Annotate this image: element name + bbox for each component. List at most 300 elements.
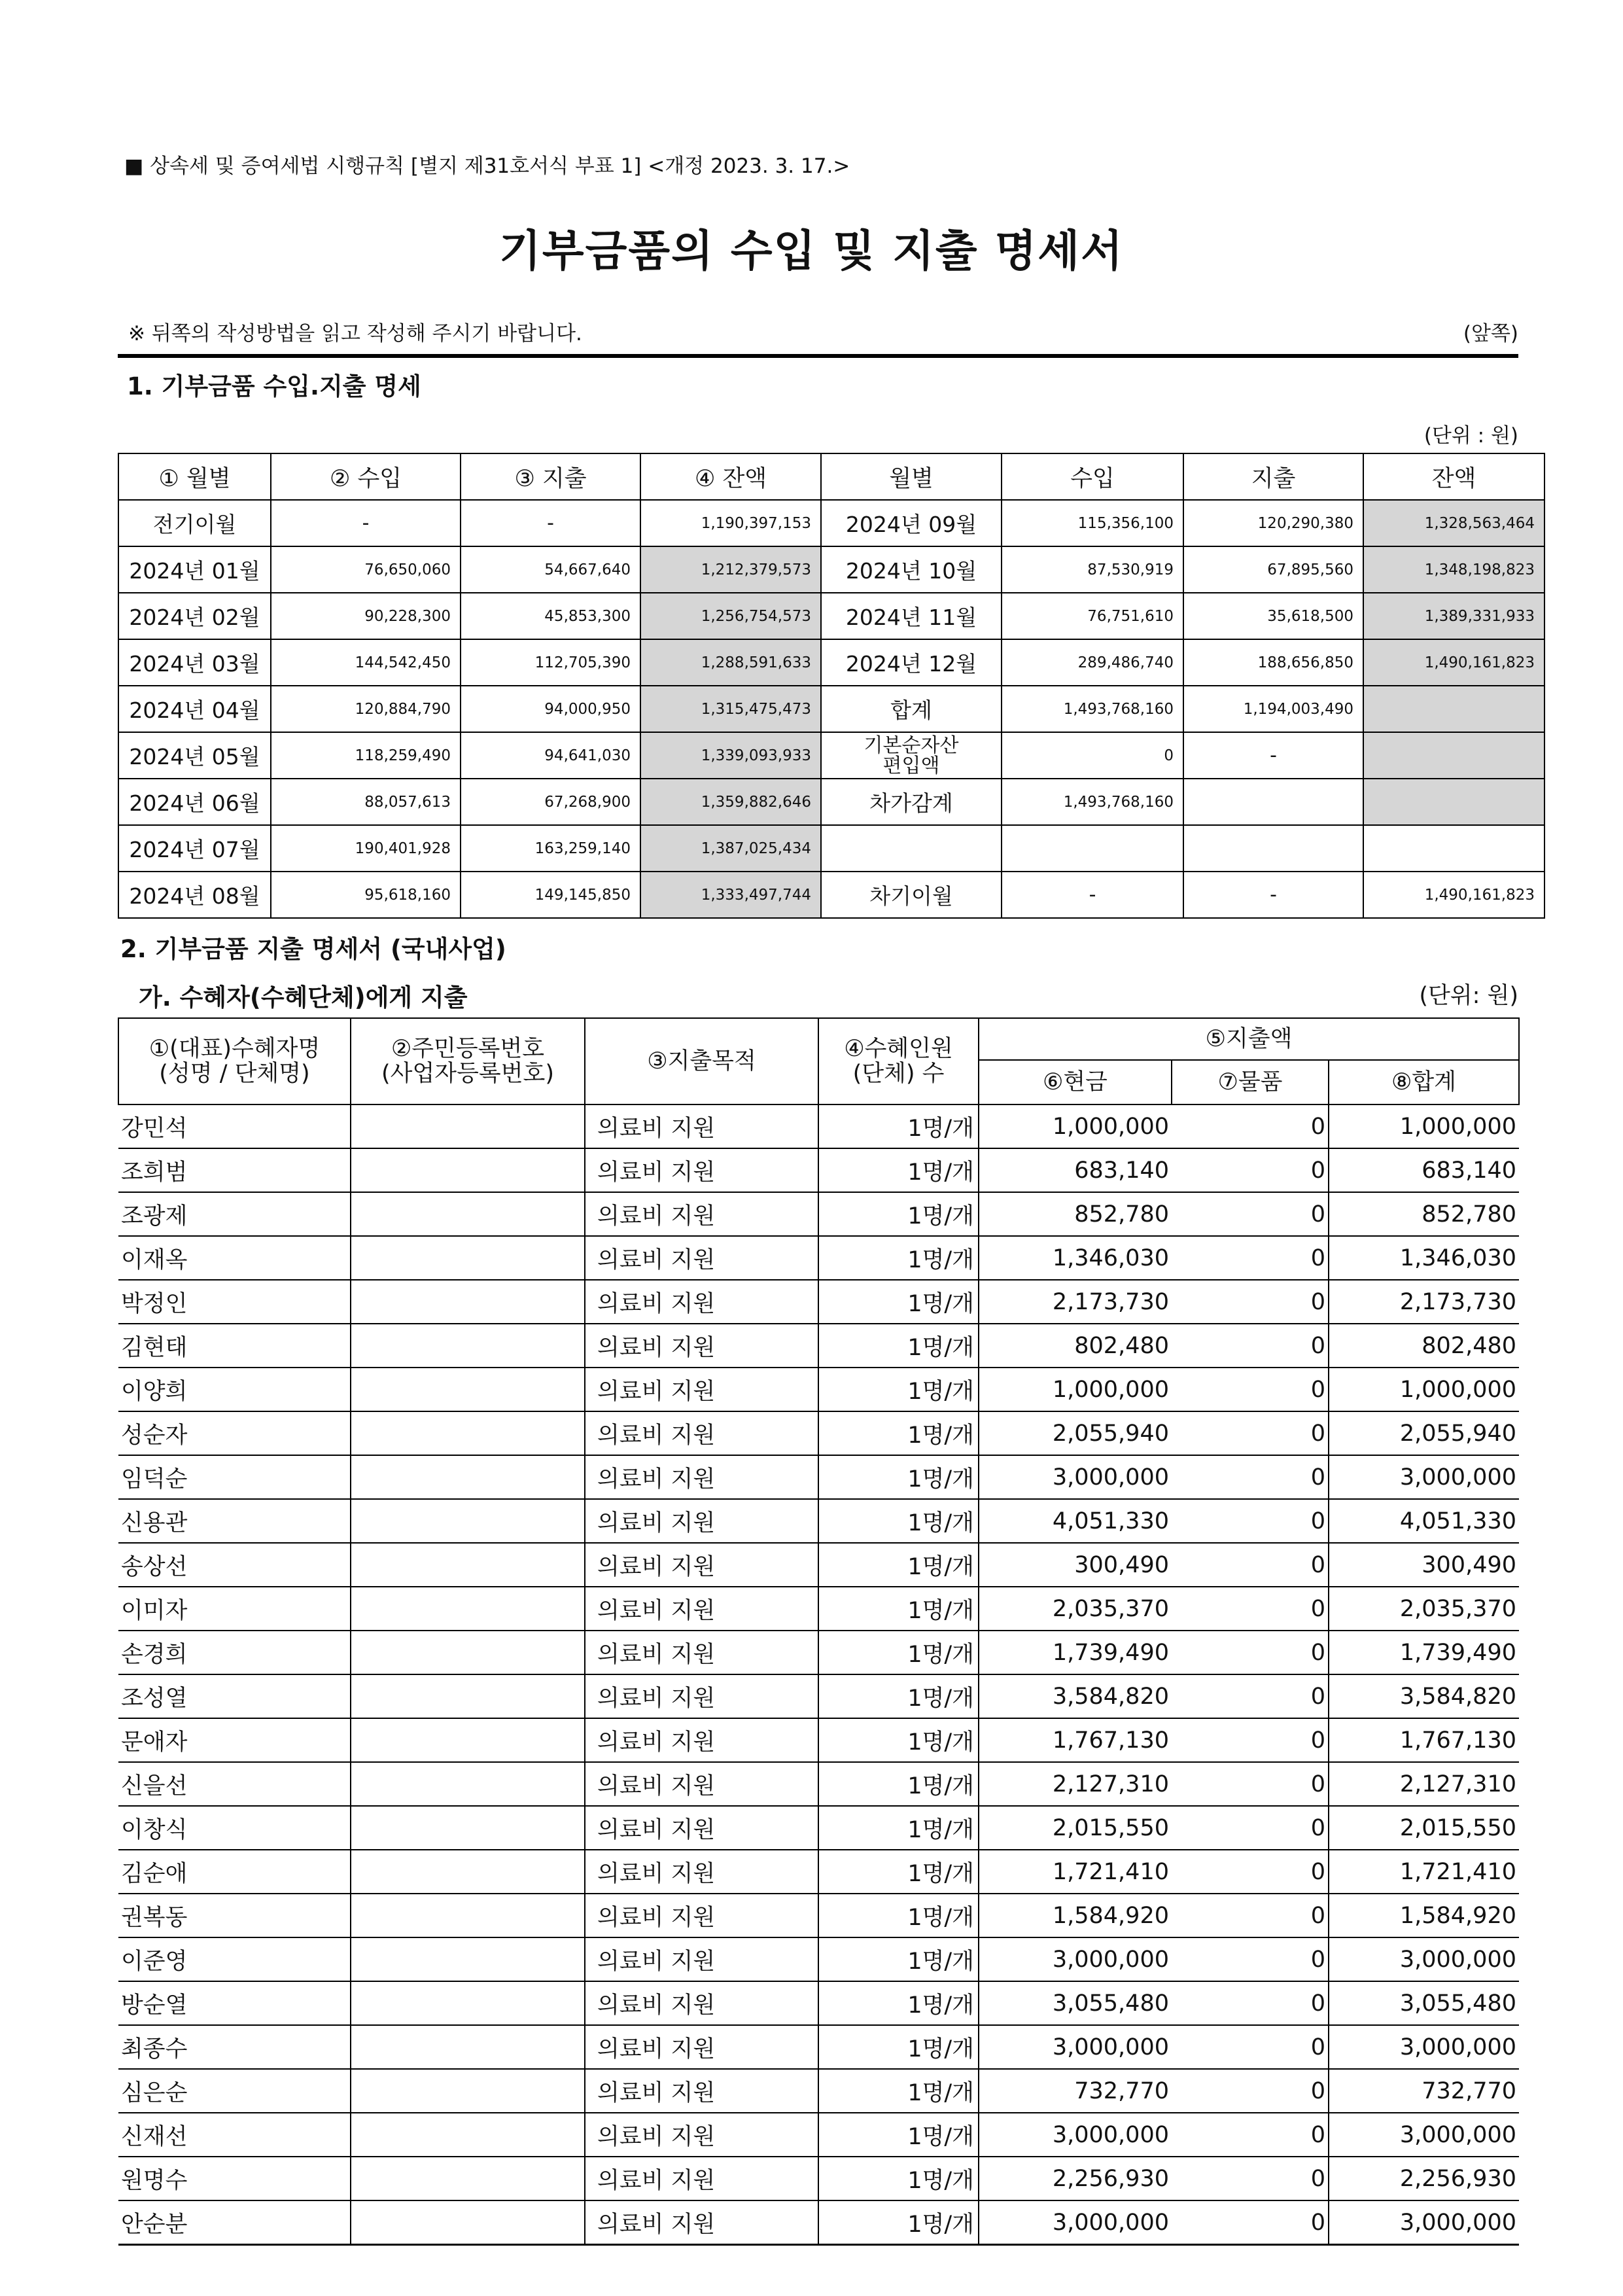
income-cell: 144,542,450 [271, 639, 461, 686]
cash-amount-cell: 3,000,000 [979, 2113, 1172, 2157]
total-amount-cell: 732,770 [1329, 2069, 1519, 2113]
cash-amount-cell: 2,055,940 [979, 1411, 1172, 1455]
goods-amount-cell: 0 [1172, 1192, 1329, 1236]
registration-number-cell [351, 1324, 585, 1368]
beneficiary-name-cell: 이창식 [118, 1806, 351, 1850]
page-side-label: (앞쪽) [1463, 322, 1518, 345]
beneficiary-name-cell: 강민석 [118, 1104, 351, 1148]
col-total: ⑧합계 [1329, 1060, 1519, 1104]
table-row [118, 1411, 1519, 1455]
total-amount-cell: 2,035,370 [1329, 1587, 1519, 1631]
goods-amount-cell: 0 [1172, 2200, 1329, 2245]
col-registration-number-line2: (사업자등록번호) [381, 1061, 554, 1087]
table-row [118, 1455, 1519, 1499]
beneficiary-name-cell: 문애자 [118, 1718, 351, 1762]
beneficiary-count-cell: 1명/개 [818, 1499, 979, 1543]
beneficiary-name-cell: 손경희 [118, 1631, 351, 1674]
beneficiary-name-cell: 이재옥 [118, 1236, 351, 1280]
col-beneficiary-count-line1: ④수혜인원 [844, 1036, 953, 1062]
month-cell [821, 825, 1002, 872]
total-amount-cell: 3,000,000 [1329, 2200, 1519, 2245]
cash-amount-cell: 1,767,130 [979, 1718, 1172, 1762]
table-row [118, 2025, 1519, 2069]
table-row [118, 1937, 1519, 1981]
income-cell: 289,486,740 [1002, 639, 1183, 686]
beneficiary-count-cell: 1명/개 [818, 2069, 979, 2113]
month-cell: 2024년 08월 [118, 872, 271, 918]
beneficiary-count-cell: 1명/개 [818, 2113, 979, 2157]
registration-number-cell [351, 1762, 585, 1806]
registration-number-cell [351, 1148, 585, 1192]
purpose-cell: 의료비 지원 [585, 1587, 818, 1631]
table-row [118, 1104, 1519, 1148]
registration-number-cell [351, 1368, 585, 1411]
beneficiary-rows [118, 1104, 1519, 2245]
goods-amount-cell: 0 [1172, 2157, 1329, 2200]
month-cell: 2024년 03월 [118, 639, 271, 686]
table-row [118, 1499, 1519, 1543]
balance-cell: 1,328,563,464 [1363, 500, 1544, 546]
beneficiary-count-cell: 1명/개 [818, 2157, 979, 2200]
table-row [118, 1762, 1519, 1806]
col-beneficiary-name-line1: ①(대표)수혜자명 [148, 1036, 321, 1062]
purpose-cell: 의료비 지원 [585, 1499, 818, 1543]
month-cell: 2024년 09월 [821, 500, 1002, 546]
col-beneficiary-name [118, 1018, 351, 1104]
beneficiary-name-cell: 원명수 [118, 2157, 351, 2200]
registration-number-cell [351, 1937, 585, 1981]
cash-amount-cell: 852,780 [979, 1192, 1172, 1236]
expense-cell: 188,656,850 [1183, 639, 1363, 686]
table-row [118, 1718, 1519, 1762]
total-amount-cell: 683,140 [1329, 1148, 1519, 1192]
beneficiary-count-cell: 1명/개 [818, 1762, 979, 1806]
goods-amount-cell: 0 [1172, 1368, 1329, 1411]
balance-cell: 1,288,591,633 [640, 639, 821, 686]
registration-number-cell [351, 1411, 585, 1455]
expense-cell: 120,290,380 [1183, 500, 1363, 546]
balance-cell: 1,333,497,744 [640, 872, 821, 918]
col-expense-2: 지출 [1183, 453, 1363, 500]
purpose-cell: 의료비 지원 [585, 2025, 818, 2069]
total-amount-cell: 300,490 [1329, 1543, 1519, 1587]
expense-cell: 45,853,300 [461, 593, 640, 639]
total-label-cell: 합계 [821, 686, 1002, 732]
income-cell: 1,493,768,160 [1002, 686, 1183, 732]
goods-amount-cell: 0 [1172, 1411, 1329, 1455]
table-row [118, 732, 1544, 779]
table-row [118, 1543, 1519, 1587]
instruction-note: ※ 뒤쪽의 작성방법을 읽고 작성해 주시기 바랍니다. [128, 322, 582, 345]
cash-amount-cell: 3,000,000 [979, 1937, 1172, 1981]
registration-number-cell [351, 1981, 585, 2025]
cash-amount-cell: 3,055,480 [979, 1981, 1172, 2025]
expense-cell: - [1183, 732, 1363, 779]
registration-number-cell [351, 1236, 585, 1280]
net-asset-label-line1: 기본순자산 [864, 733, 959, 757]
balance-cell: 1,359,882,646 [640, 779, 821, 825]
beneficiary-name-cell: 성순자 [118, 1411, 351, 1455]
goods-amount-cell: 0 [1172, 1981, 1329, 2025]
purpose-cell: 의료비 지원 [585, 2157, 818, 2200]
cash-amount-cell: 3,584,820 [979, 1674, 1172, 1718]
table-row [118, 779, 1544, 825]
total-amount-cell: 1,000,000 [1329, 1368, 1519, 1411]
income-cell: 115,356,100 [1002, 500, 1183, 546]
income-expense-table [118, 453, 1545, 919]
table-row [118, 1280, 1519, 1324]
total-amount-cell: 3,000,000 [1329, 2113, 1519, 2157]
col-beneficiary-count [818, 1018, 979, 1104]
table-row [118, 1368, 1519, 1411]
registration-number-cell [351, 2200, 585, 2245]
beneficiary-count-cell: 1명/개 [818, 1674, 979, 1718]
income-cell: 88,057,613 [271, 779, 461, 825]
cash-amount-cell: 3,000,000 [979, 1455, 1172, 1499]
section2-subheading: 가. 수혜자(수혜단체)에게 지출 [139, 983, 468, 1012]
cash-amount-cell: 802,480 [979, 1324, 1172, 1368]
cash-amount-cell: 732,770 [979, 2069, 1172, 2113]
purpose-cell: 의료비 지원 [585, 1937, 818, 1981]
beneficiary-name-cell: 이양희 [118, 1368, 351, 1411]
beneficiary-count-cell: 1명/개 [818, 1806, 979, 1850]
purpose-cell: 의료비 지원 [585, 1850, 818, 1894]
income-expense-header [118, 453, 1544, 500]
expense-cell [1183, 825, 1363, 872]
registration-number-cell [351, 1104, 585, 1148]
total-amount-cell: 3,000,000 [1329, 2025, 1519, 2069]
beneficiary-count-cell: 1명/개 [818, 1104, 979, 1148]
total-amount-cell: 802,480 [1329, 1324, 1519, 1368]
beneficiary-name-cell: 임덕순 [118, 1455, 351, 1499]
beneficiary-count-cell: 1명/개 [818, 1236, 979, 1280]
beneficiary-count-cell: 1명/개 [818, 1324, 979, 1368]
net-asset-label-line2: 편입액 [882, 754, 940, 777]
goods-amount-cell: 0 [1172, 1499, 1329, 1543]
col-income-2: 수입 [1002, 453, 1183, 500]
expense-cell: 112,705,390 [461, 639, 640, 686]
col-expense-amount: ⑤지출액 [979, 1018, 1519, 1060]
expense-cell: 35,618,500 [1183, 593, 1363, 639]
month-cell: 2024년 10월 [821, 546, 1002, 593]
balance-cell: 1,212,379,573 [640, 546, 821, 593]
expense-cell: 94,000,950 [461, 686, 640, 732]
table-row [118, 1631, 1519, 1674]
income-cell: 118,259,490 [271, 732, 461, 779]
expense-cell: - [461, 500, 640, 546]
table-row [118, 872, 1544, 918]
beneficiary-name-cell: 조희범 [118, 1148, 351, 1192]
expense-cell: 1,194,003,490 [1183, 686, 1363, 732]
beneficiary-count-cell: 1명/개 [818, 2200, 979, 2245]
beneficiary-count-cell: 1명/개 [818, 1981, 979, 2025]
balance-cell: 1,339,093,933 [640, 732, 821, 779]
cash-amount-cell: 1,739,490 [979, 1631, 1172, 1674]
beneficiary-count-cell: 1명/개 [818, 1280, 979, 1324]
table-row [118, 500, 1544, 546]
goods-amount-cell: 0 [1172, 1718, 1329, 1762]
table-row [118, 825, 1544, 872]
beneficiary-name-cell: 신재선 [118, 2113, 351, 2157]
beneficiary-name-cell: 조성열 [118, 1674, 351, 1718]
goods-amount-cell: 0 [1172, 1674, 1329, 1718]
purpose-cell: 의료비 지원 [585, 1762, 818, 1806]
beneficiary-count-cell: 1명/개 [818, 1192, 979, 1236]
registration-number-cell [351, 2157, 585, 2200]
expense-cell: 67,268,900 [461, 779, 640, 825]
purpose-cell: 의료비 지원 [585, 1411, 818, 1455]
month-cell: 2024년 04월 [118, 686, 271, 732]
expense-cell [1183, 779, 1363, 825]
balance-cell: 1,348,198,823 [1363, 546, 1544, 593]
balance-cell: 1,256,754,573 [640, 593, 821, 639]
beneficiary-count-cell: 1명/개 [818, 2025, 979, 2069]
total-amount-cell: 1,739,490 [1329, 1631, 1519, 1674]
registration-number-cell [351, 1543, 585, 1587]
cash-amount-cell: 300,490 [979, 1543, 1172, 1587]
beneficiary-name-cell: 신용관 [118, 1499, 351, 1543]
total-amount-cell: 1,346,030 [1329, 1236, 1519, 1280]
expense-cell: 67,895,560 [1183, 546, 1363, 593]
table-row [118, 593, 1544, 639]
month-cell: 2024년 11월 [821, 593, 1002, 639]
goods-amount-cell: 0 [1172, 1324, 1329, 1368]
col-registration-number-line1: ②주민등록번호 [391, 1036, 545, 1062]
total-amount-cell: 1,767,130 [1329, 1718, 1519, 1762]
table-row [118, 1236, 1519, 1280]
table-row [118, 1674, 1519, 1718]
month-cell: 2024년 05월 [118, 732, 271, 779]
purpose-cell: 의료비 지원 [585, 2200, 818, 2245]
balance-cell: 1,190,397,153 [640, 500, 821, 546]
beneficiary-count-cell: 1명/개 [818, 1411, 979, 1455]
total-amount-cell: 2,015,550 [1329, 1806, 1519, 1850]
beneficiary-expense-table [118, 1017, 1520, 2246]
cash-amount-cell: 1,000,000 [979, 1368, 1172, 1411]
col-registration-number [351, 1018, 585, 1104]
table-row [118, 1850, 1519, 1894]
beneficiary-count-cell: 1명/개 [818, 1894, 979, 1937]
cash-amount-cell: 3,000,000 [979, 2200, 1172, 2245]
table-row [118, 686, 1544, 732]
cash-amount-cell: 683,140 [979, 1148, 1172, 1192]
total-amount-cell: 3,000,000 [1329, 1937, 1519, 1981]
col-balance: ④ 잔액 [640, 453, 821, 500]
cash-amount-cell: 2,256,930 [979, 2157, 1172, 2200]
beneficiary-name-cell: 방순열 [118, 1981, 351, 2025]
beneficiary-header-row-1 [118, 1018, 1519, 1060]
beneficiary-name-cell: 조광제 [118, 1192, 351, 1236]
registration-number-cell [351, 1192, 585, 1236]
purpose-cell: 의료비 지원 [585, 1631, 818, 1674]
beneficiary-count-cell: 1명/개 [818, 1455, 979, 1499]
expense-cell: 149,145,850 [461, 872, 640, 918]
goods-amount-cell: 0 [1172, 2113, 1329, 2157]
total-amount-cell: 2,127,310 [1329, 1762, 1519, 1806]
cash-amount-cell: 1,346,030 [979, 1236, 1172, 1280]
cash-amount-cell: 1,721,410 [979, 1850, 1172, 1894]
month-cell: 2024년 06월 [118, 779, 271, 825]
goods-amount-cell: 0 [1172, 1104, 1329, 1148]
cash-amount-cell: 2,035,370 [979, 1587, 1172, 1631]
goods-amount-cell: 0 [1172, 1762, 1329, 1806]
goods-amount-cell: 0 [1172, 1631, 1329, 1674]
section1-unit: (단위 : 원) [1423, 424, 1518, 448]
col-purpose: ③지출목적 [585, 1018, 818, 1104]
table-row [118, 1587, 1519, 1631]
beneficiary-count-cell: 1명/개 [818, 1148, 979, 1192]
table-row [118, 546, 1544, 593]
total-amount-cell: 3,000,000 [1329, 1455, 1519, 1499]
cash-amount-cell: 2,127,310 [979, 1762, 1172, 1806]
purpose-cell: 의료비 지원 [585, 2113, 818, 2157]
col-expense: ③ 지출 [461, 453, 640, 500]
beneficiary-name-cell: 이미자 [118, 1587, 351, 1631]
total-amount-cell: 2,256,930 [1329, 2157, 1519, 2200]
purpose-cell: 의료비 지원 [585, 1543, 818, 1587]
income-cell: 90,228,300 [271, 593, 461, 639]
goods-amount-cell: 0 [1172, 1937, 1329, 1981]
registration-number-cell [351, 1455, 585, 1499]
beneficiary-name-cell: 신을선 [118, 1762, 351, 1806]
cash-amount-cell: 1,584,920 [979, 1894, 1172, 1937]
registration-number-cell [351, 2113, 585, 2157]
beneficiary-count-cell: 1명/개 [818, 1631, 979, 1674]
registration-number-cell [351, 1674, 585, 1718]
header-rule [118, 354, 1518, 358]
col-month: ① 월별 [118, 453, 271, 500]
table-row [118, 1806, 1519, 1850]
balance-cell [1363, 686, 1544, 732]
purpose-cell: 의료비 지원 [585, 1280, 818, 1324]
goods-amount-cell: 0 [1172, 1236, 1329, 1280]
col-beneficiary-name-line2: (성명 / 단체명) [159, 1061, 310, 1087]
income-cell: 190,401,928 [271, 825, 461, 872]
cash-amount-cell: 3,000,000 [979, 2025, 1172, 2069]
registration-number-cell [351, 1587, 585, 1631]
beneficiary-count-cell: 1명/개 [818, 1937, 979, 1981]
total-amount-cell: 2,055,940 [1329, 1411, 1519, 1455]
income-cell: 76,650,060 [271, 546, 461, 593]
purpose-cell: 의료비 지원 [585, 1718, 818, 1762]
total-amount-cell: 1,721,410 [1329, 1850, 1519, 1894]
carry-forward-label-cell: 차기이월 [821, 872, 1002, 918]
table-row [118, 1148, 1519, 1192]
table-row [118, 1192, 1519, 1236]
table-row [118, 2069, 1519, 2113]
purpose-cell: 의료비 지원 [585, 1192, 818, 1236]
purpose-cell: 의료비 지원 [585, 1148, 818, 1192]
net-asset-label-cell [821, 732, 1002, 779]
registration-number-cell [351, 1631, 585, 1674]
beneficiary-name-cell: 안순분 [118, 2200, 351, 2245]
purpose-cell: 의료비 지원 [585, 1368, 818, 1411]
beneficiary-count-cell: 1명/개 [818, 1587, 979, 1631]
registration-number-cell [351, 1718, 585, 1762]
registration-number-cell [351, 1894, 585, 1937]
income-cell: 95,618,160 [271, 872, 461, 918]
expense-cell: - [1183, 872, 1363, 918]
beneficiary-count-cell: 1명/개 [818, 1850, 979, 1894]
income-cell: 87,530,919 [1002, 546, 1183, 593]
month-cell: 2024년 07월 [118, 825, 271, 872]
income-cell: - [271, 500, 461, 546]
beneficiary-name-cell: 김순애 [118, 1850, 351, 1894]
page-title: 기부금품의 수입 및 지출 명세서 [499, 226, 1124, 276]
purpose-cell: 의료비 지원 [585, 1236, 818, 1280]
month-cell: 2024년 02월 [118, 593, 271, 639]
balance-cell [1363, 732, 1544, 779]
total-amount-cell: 2,173,730 [1329, 1280, 1519, 1324]
beneficiary-count-cell: 1명/개 [818, 1368, 979, 1411]
purpose-cell: 의료비 지원 [585, 1674, 818, 1718]
registration-number-cell [351, 2025, 585, 2069]
purpose-cell: 의료비 지원 [585, 2069, 818, 2113]
cash-amount-cell: 4,051,330 [979, 1499, 1172, 1543]
income-cell: - [1002, 872, 1183, 918]
expense-cell: 54,667,640 [461, 546, 640, 593]
goods-amount-cell: 0 [1172, 2069, 1329, 2113]
table-row [118, 2113, 1519, 2157]
col-cash: ⑥현금 [979, 1060, 1172, 1104]
expense-cell: 94,641,030 [461, 732, 640, 779]
registration-number-cell [351, 1850, 585, 1894]
beneficiary-name-cell: 권복동 [118, 1894, 351, 1937]
registration-number-cell [351, 2069, 585, 2113]
purpose-cell: 의료비 지원 [585, 1981, 818, 2025]
income-cell: 1,493,768,160 [1002, 779, 1183, 825]
table-row [118, 1981, 1519, 2025]
expense-cell: 163,259,140 [461, 825, 640, 872]
income-cell: 76,751,610 [1002, 593, 1183, 639]
goods-amount-cell: 0 [1172, 1587, 1329, 1631]
goods-amount-cell: 0 [1172, 1894, 1329, 1937]
purpose-cell: 의료비 지원 [585, 1455, 818, 1499]
col-goods: ⑦물품 [1172, 1060, 1329, 1104]
beneficiary-count-cell: 1명/개 [818, 1543, 979, 1587]
beneficiary-name-cell: 이준영 [118, 1937, 351, 1981]
balance-cell: 1,315,475,473 [640, 686, 821, 732]
total-amount-cell: 3,055,480 [1329, 1981, 1519, 2025]
balance-cell [1363, 825, 1544, 872]
goods-amount-cell: 0 [1172, 1280, 1329, 1324]
goods-amount-cell: 0 [1172, 1455, 1329, 1499]
registration-number-cell [351, 1280, 585, 1324]
table-row [118, 1324, 1519, 1368]
beneficiary-name-cell: 최종수 [118, 2025, 351, 2069]
cash-amount-cell: 2,015,550 [979, 1806, 1172, 1850]
beneficiary-name-cell: 송상선 [118, 1543, 351, 1587]
month-cell: 전기이월 [118, 500, 271, 546]
goods-amount-cell: 0 [1172, 1148, 1329, 1192]
form-reference: ■ 상속세 및 증여세법 시행규칙 [별지 제31호서식 부표 1] <개정 2023. 3. 17.> [124, 154, 850, 178]
col-beneficiary-count-line2: (단체) 수 [852, 1061, 945, 1087]
goods-amount-cell: 0 [1172, 1806, 1329, 1850]
table-row [118, 639, 1544, 686]
cash-amount-cell: 1,000,000 [979, 1104, 1172, 1148]
goods-amount-cell: 0 [1172, 1543, 1329, 1587]
total-amount-cell: 4,051,330 [1329, 1499, 1519, 1543]
purpose-cell: 의료비 지원 [585, 1806, 818, 1850]
goods-amount-cell: 0 [1172, 2025, 1329, 2069]
section2-unit: (단위: 원) [1419, 983, 1518, 1009]
income-cell: 120,884,790 [271, 686, 461, 732]
table-row [118, 1894, 1519, 1937]
section2-heading: 2. 기부금품 지출 명세서 (국내사업) [120, 935, 506, 963]
table-row [118, 2200, 1519, 2245]
cash-amount-cell: 2,173,730 [979, 1280, 1172, 1324]
balance-cell: 1,387,025,434 [640, 825, 821, 872]
